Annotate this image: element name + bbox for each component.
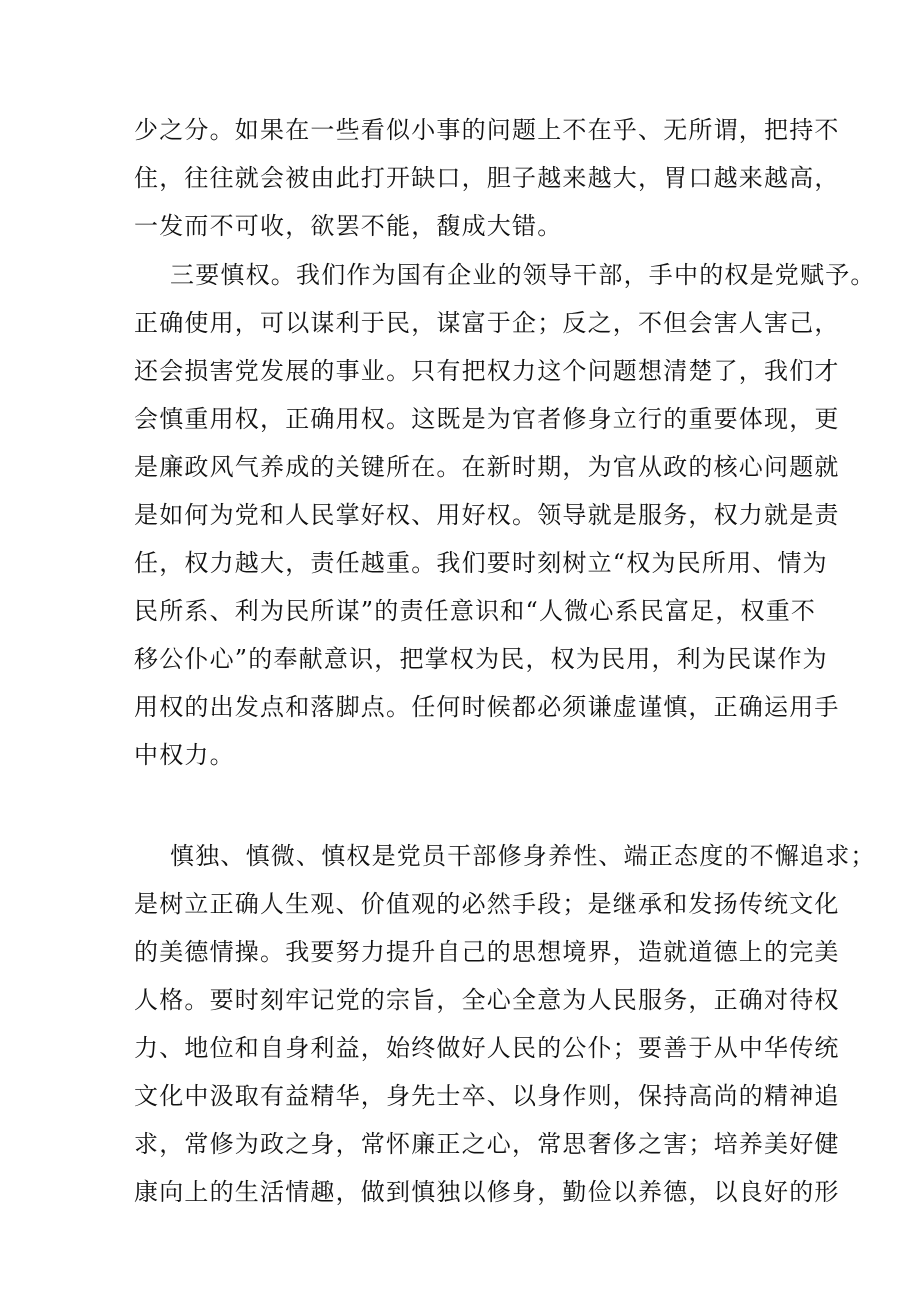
paragraph-continuation (134, 106, 840, 250)
text-line: 民所系、利为民所谋”的责任意识和“人微心系民富足，权重不 (134, 597, 817, 625)
text-line: 少之分。如果在一些看似小事的问题上不在乎、无所谓，把持不 (134, 116, 840, 144)
text-line: 移公仆心”的奉献意识，把掌权为民，权为民用，利为民谋作为 (134, 645, 828, 673)
text-line: 一发而不可收，欲罢不能，馥成大错。 (134, 212, 563, 240)
text-line: 是树立正确人生观、价值观的必然手段；是继承和发扬传统文化 (134, 890, 840, 918)
text-line: 会慎重用权，正确用权。这既是为官者修身立行的重要体现，更 (134, 405, 840, 433)
paragraph-summary (134, 832, 876, 1216)
text-line: 康向上的生活情趣，做到慎独以修身，勤俭以养德，以良好的形 (134, 1178, 840, 1206)
text-line: 住，往往就会被由此打开缺口，胆子越来越大，胃口越来越高， (134, 164, 840, 192)
text-line: 人格。要时刻牢记党的宗旨，全心全意为人民服务，正确对待权 (134, 986, 840, 1014)
text-line: 中权力。 (134, 741, 235, 769)
text-line: 求，常修为政之身，常怀廉正之心，常思奢侈之害；培养美好健 (134, 1130, 840, 1158)
text-line: 是廉政风气养成的关键所在。在新时期，为官从政的核心问题就 (134, 453, 840, 481)
text-line: 用权的出发点和落脚点。任何时候都必须谦虚谨慎，正确运用手 (134, 693, 840, 721)
text-line: 还会损害党发展的事业。只有把权力这个问题想清楚了，我们才 (134, 357, 840, 385)
text-line: 力、地位和自身利益，始终做好人民的公仆；要善于从中华传统 (134, 1034, 840, 1062)
text-line: 慎独、慎微、慎权是党员干部修身养性、端正态度的不懈追求； (170, 842, 876, 870)
text-line: 是如何为党和人民掌好权、用好权。领导就是服务，权力就是责 (134, 501, 840, 529)
text-line: 任，权力越大，责任越重。我们要时刻树立“权为民所用、情为 (134, 549, 828, 577)
text-line: 正确使用，可以谋利于民，谋富于企；反之，不但会害人害己， (134, 309, 840, 337)
text-line: 文化中汲取有益精华，身先士卒、以身作则，保持高尚的精神追 (134, 1082, 840, 1110)
paragraph-cautious-power (134, 251, 876, 779)
text-line: 的美德情操。我要努力提升自己的思想境界，造就道德上的完美 (134, 938, 840, 966)
text-line: 三要慎权。我们作为国有企业的领导干部，手中的权是党赋予。 (170, 261, 876, 289)
